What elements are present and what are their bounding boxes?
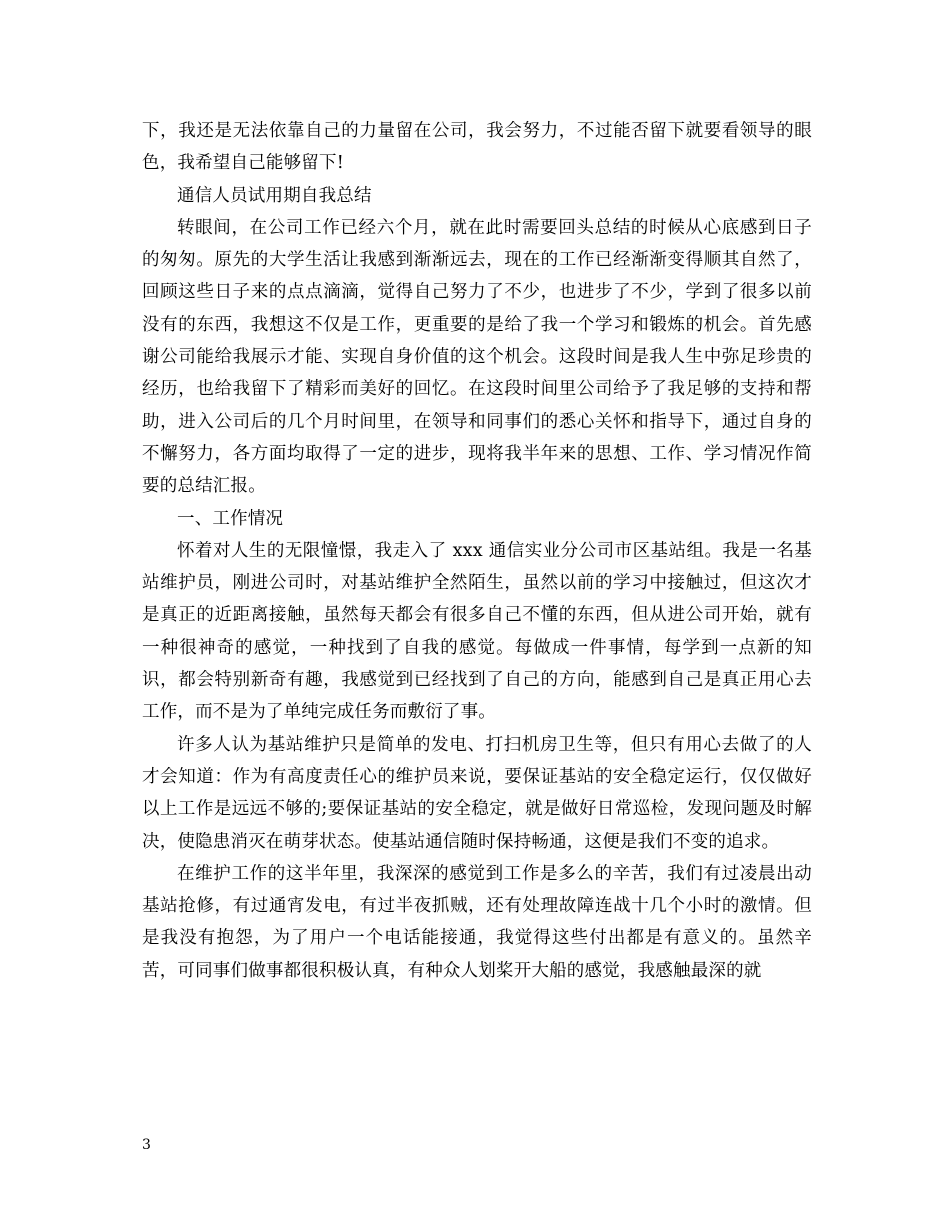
paragraph-work-2: 许多人认为基站维护只是简单的发电、打扫机房卫生等，但只有用心去做了的人才会知道：作为有高度责任心的维护员来说，要保证基站的安全稳定运行，仅仅做好以上工作是远远不够的;要保证基站的安全稳定，就是做好日常巡检，发现问题及时解决，使隐患消灭在萌芽状态。使基站通信随时保持畅通，这便是我们不变的追求。 (142, 734, 812, 852)
document-body (142, 115, 812, 987)
paragraph-work-1: 怀着对人生的无限憧憬，我走入了 xxx 通信实业分公司市区基站组。我是一名基站维护员，刚进公司时，对基站维护全然陌生，虽然以前的学习中接触过，但这次才是真正的近距离接触，虽然每天都会有很多自己不懂的东西，但从进公司开始，就有一种很神奇的感觉，一种找到了自我的感觉。每做成一件事情，每学到一点新的知识，都会特别新奇有趣，我感觉到已经找到了自己的方向，能感到自己是真正用心去工作，而不是为了单纯完成任务而敷衍了事。 (142, 540, 812, 723)
section-title: 通信人员试用期自我总结 (177, 185, 372, 206)
paragraph-intro: 转眼间，在公司工作已经六个月，就在此时需要回头总结的时候从心底感到日子的匆匆。原先的大学生活让我感到渐渐远去，现在的工作已经渐渐变得顺其自然了，回顾这些日子来的点点滴滴，觉得自己努力了不少，也进步了不少，学到了很多以前没有的东西，我想这不仅是工作，更重要的是给了我一个学习和锻炼的机会。首先感谢公司能给我展示才能、实现自身价值的这个机会。这段时间是我人生中弥足珍贵的经历，也给我留下了精彩而美好的回忆。在这段时间里公司给予了我足够的支持和帮助，进入公司后的几个月时间里，在领导和同事们的悉心关怀和指导下，通过自身的不懈努力，各方面均取得了一定的进步，现将我半年来的思想、工作、学习情况作简要的总结汇报。 (142, 217, 812, 497)
page-number: 3 (142, 1137, 151, 1153)
section-heading-work: 一、工作情况 (177, 508, 284, 529)
paragraph-work-3: 在维护工作的这半年里，我深深的感觉到工作是多么的辛苦，我们有过凌晨出动基站抢修，有过通宵发电，有过半夜抓贼，还有处理故障连战十几个小时的激情。但是我没有抱怨，为了用户一个电话能接通，我觉得这些付出都是有意义的。虽然辛苦，可同事们做事都很积极认真，有种众人划桨开大船的感觉，我感触最深的就 (142, 863, 812, 981)
paragraph-continuation: 下，我还是无法依靠自己的力量留在公司，我会努力，不过能否留下就要看领导的眼色，我希望自己能够留下! (142, 121, 812, 174)
